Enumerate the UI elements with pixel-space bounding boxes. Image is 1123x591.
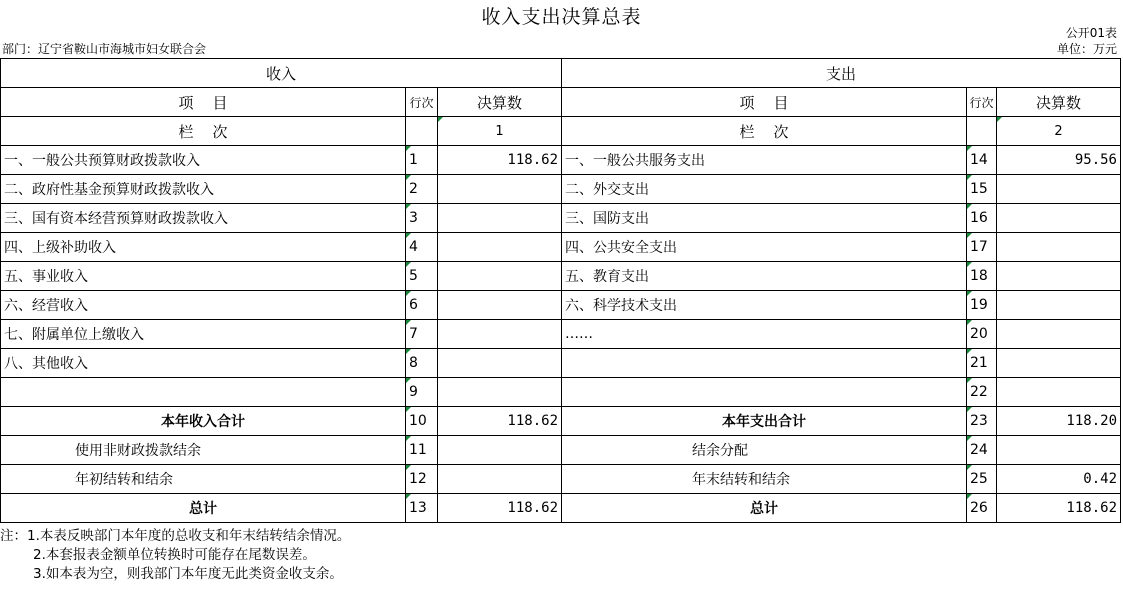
- expense-line-no: 19: [967, 291, 997, 320]
- expense-item: 一、一般公共服务支出: [562, 146, 967, 175]
- income-line-no: 8: [406, 349, 438, 378]
- income-line-no: 10: [406, 407, 438, 436]
- expense-line-no: 26: [967, 494, 997, 523]
- expense-amount: [997, 262, 1121, 291]
- expense-item-header: 项 目: [562, 88, 967, 117]
- expense-line-blank: [967, 117, 997, 146]
- expense-amount: [997, 233, 1121, 262]
- expense-amount: [997, 378, 1121, 407]
- income-item: [1, 378, 406, 407]
- table-row: [1, 378, 1121, 407]
- unit-label: 单位：万元: [1056, 42, 1117, 56]
- expense-line-header: 行次: [967, 88, 997, 117]
- table-row: [1, 320, 1121, 349]
- income-amount: 118.62: [438, 494, 562, 523]
- note-1: 注：1.本表反映部门本年度的总收支和年末结转结余情况。: [0, 528, 351, 544]
- income-line-no: 13: [406, 494, 438, 523]
- income-column-index: 1: [438, 117, 562, 146]
- note-3: 3.如本表为空，则我部门本年度无此类资金收支余。: [33, 566, 343, 582]
- total-row: [1, 494, 1121, 523]
- income-amount: [438, 465, 562, 494]
- income-item: 五、事业收入: [1, 262, 406, 291]
- income-total-item: 总计: [1, 494, 406, 523]
- expense-line-no: 16: [967, 204, 997, 233]
- expense-line-no: 25: [967, 465, 997, 494]
- column-header-row: [1, 88, 1121, 117]
- income-amount: 118.62: [438, 407, 562, 436]
- income-item-header: 项 目: [1, 88, 406, 117]
- income-total-item: 本年收入合计: [1, 407, 406, 436]
- income-amount: [438, 262, 562, 291]
- income-item: 三、国有资本经营预算财政拨款收入: [1, 204, 406, 233]
- expense-line-no: 20: [967, 320, 997, 349]
- expense-line-no: 15: [967, 175, 997, 204]
- expense-column-label: 栏 次: [562, 117, 967, 146]
- income-total-item: 使用非财政拨款结余: [1, 436, 406, 465]
- income-item: 六、经营收入: [1, 291, 406, 320]
- income-expense-table: [0, 58, 1121, 523]
- income-amount: [438, 320, 562, 349]
- expense-line-no: 22: [967, 378, 997, 407]
- expense-amount: 118.20: [997, 407, 1121, 436]
- income-amount: [438, 378, 562, 407]
- expense-item: [562, 378, 967, 407]
- income-line-header: 行次: [406, 88, 438, 117]
- income-line-no: 9: [406, 378, 438, 407]
- total-row: [1, 407, 1121, 436]
- income-column-label: 栏 次: [1, 117, 406, 146]
- income-amount: [438, 349, 562, 378]
- total-row: [1, 436, 1121, 465]
- expense-total-item: 年末结转和结余: [562, 465, 967, 494]
- expense-amount: [997, 291, 1121, 320]
- expense-item: ……: [562, 320, 967, 349]
- income-line-no: 1: [406, 146, 438, 175]
- expense-line-no: 23: [967, 407, 997, 436]
- expense-header: 支出: [562, 59, 1121, 88]
- income-line-no: 6: [406, 291, 438, 320]
- expense-total-item: 总计: [562, 494, 967, 523]
- table-row: [1, 146, 1121, 175]
- expense-total-item: 本年支出合计: [562, 407, 967, 436]
- income-line-no: 7: [406, 320, 438, 349]
- expense-line-no: 17: [967, 233, 997, 262]
- department-label: 部门：辽宁省鞍山市海城市妇女联合会: [2, 42, 207, 56]
- income-line-blank: [406, 117, 438, 146]
- income-amount: [438, 233, 562, 262]
- expense-column-index: 2: [997, 117, 1121, 146]
- table-row: [1, 349, 1121, 378]
- income-amount: [438, 436, 562, 465]
- expense-amount: 118.62: [997, 494, 1121, 523]
- expense-line-no: 14: [967, 146, 997, 175]
- income-line-no: 5: [406, 262, 438, 291]
- expense-item: 四、公共安全支出: [562, 233, 967, 262]
- income-total-item: 年初结转和结余: [1, 465, 406, 494]
- page-title: 收入支出决算总表: [481, 6, 642, 28]
- income-item: 七、附属单位上缴收入: [1, 320, 406, 349]
- expense-item: [562, 349, 967, 378]
- income-line-no: 4: [406, 233, 438, 262]
- expense-item: 六、科学技术支出: [562, 291, 967, 320]
- expense-amount: [997, 204, 1121, 233]
- expense-item: 三、国防支出: [562, 204, 967, 233]
- total-row: [1, 465, 1121, 494]
- expense-total-item: 结余分配: [562, 436, 967, 465]
- expense-line-no: 24: [967, 436, 997, 465]
- expense-line-no: 21: [967, 349, 997, 378]
- income-item: 二、政府性基金预算财政拨款收入: [1, 175, 406, 204]
- income-amount-header: 决算数: [438, 88, 562, 117]
- notes: [0, 527, 350, 584]
- expense-item: 二、外交支出: [562, 175, 967, 204]
- table-row: [1, 233, 1121, 262]
- expense-amount: 95.56: [997, 146, 1121, 175]
- expense-line-no: 18: [967, 262, 997, 291]
- expense-amount: [997, 175, 1121, 204]
- income-line-no: 11: [406, 436, 438, 465]
- section-header-row: [1, 59, 1121, 88]
- income-amount: 118.62: [438, 146, 562, 175]
- expense-amount: 0.42: [997, 465, 1121, 494]
- income-amount: [438, 204, 562, 233]
- expense-amount: [997, 320, 1121, 349]
- table-row: [1, 175, 1121, 204]
- column-index-row: [1, 117, 1121, 146]
- income-header: 收入: [1, 59, 562, 88]
- expense-amount: [997, 436, 1121, 465]
- income-line-no: 3: [406, 204, 438, 233]
- income-line-no: 12: [406, 465, 438, 494]
- income-line-no: 2: [406, 175, 438, 204]
- table-row: [1, 204, 1121, 233]
- income-item: 一、一般公共预算财政拨款收入: [1, 146, 406, 175]
- table-row: [1, 291, 1121, 320]
- income-item: 四、上级补助收入: [1, 233, 406, 262]
- form-code: 公开01表: [1065, 26, 1117, 40]
- table-row: [1, 262, 1121, 291]
- note-2: 2.本套报表金额单位转换时可能存在尾数误差。: [33, 547, 316, 563]
- income-item: 八、其他收入: [1, 349, 406, 378]
- expense-item: 五、教育支出: [562, 262, 967, 291]
- expense-amount: [997, 349, 1121, 378]
- expense-amount-header: 决算数: [997, 88, 1121, 117]
- income-amount: [438, 291, 562, 320]
- income-amount: [438, 175, 562, 204]
